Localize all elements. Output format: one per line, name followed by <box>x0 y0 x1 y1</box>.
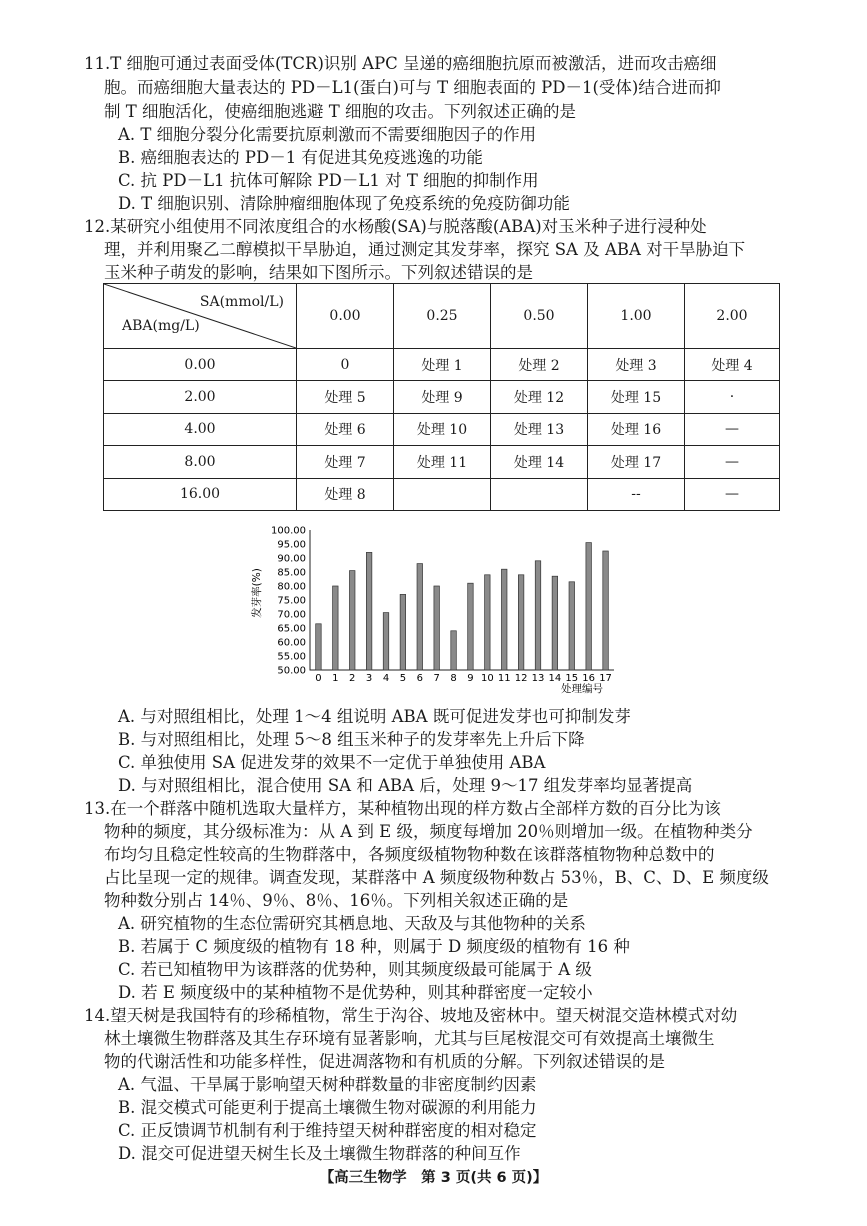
table-cell: 处理 17 <box>588 446 685 478</box>
chart-bar <box>468 583 474 670</box>
y-tick-label: 90.00 <box>277 553 306 565</box>
q14-option-c: C. 正反馈调节机制有利于维持望天树种群密度的相对稳定 <box>118 1121 537 1140</box>
chart-bar <box>434 586 440 670</box>
q12-stem-line-3: 玉米种子萌发的影响，结果如下图所示。下列叙述错误的是 <box>104 263 533 282</box>
y-tick-label: 100.00 <box>271 525 306 537</box>
x-tick-label: 16 <box>582 673 596 684</box>
x-tick-label: 3 <box>365 673 373 684</box>
q13-stem-line-4: 占比呈现一定的规律。调查发现，某群落中 A 频度级物种数占 53％，B、C、D、E 频度级 <box>104 868 769 887</box>
table-header-row <box>104 284 780 349</box>
q13-option-a: A. 研究植物的生态位需研究其栖息地、天敌及与其他物种的关系 <box>118 914 586 933</box>
q13-option-c: C. 若已知植物甲为该群落的优势种，则其频度级最可能属于 A 级 <box>118 960 592 979</box>
table-cell: 处理 16 <box>588 413 685 445</box>
table-row <box>104 381 780 413</box>
y-tick-label: 50.00 <box>277 665 306 677</box>
q12-stem-line-1: 12.某研究小组使用不同浓度组合的水杨酸(SA)与脱落酸(ABA)对玉米种子进行浸种处 <box>84 217 707 236</box>
aba-axis-label: ABA(mg/L) <box>122 318 200 334</box>
x-tick-label: 10 <box>480 673 494 684</box>
table-cell: 处理 14 <box>491 446 588 478</box>
x-tick-label: 4 <box>382 673 390 684</box>
sa-value: 0.50 <box>491 284 588 349</box>
chart-bar <box>518 575 524 670</box>
y-axis-label: 发芽率(%) <box>251 568 263 618</box>
y-tick-label: 80.00 <box>277 581 306 593</box>
y-tick-label: 60.00 <box>277 637 306 649</box>
chart-bar <box>603 551 609 670</box>
x-tick-label: 0 <box>315 673 322 684</box>
q12-stem-line-2: 理，并利用聚乙二醇模拟干旱胁迫，通过测定其发芽率，探究 SA 及 ABA 对干旱胁迫下 <box>104 240 746 259</box>
sa-value: 0.25 <box>394 284 491 349</box>
q13-option-d: D. 若 E 频度级中的某种植物不是优势种，则其种群密度一定较小 <box>118 983 593 1002</box>
table-cell: -- <box>588 478 685 510</box>
table-row <box>104 349 780 381</box>
aba-value: 2.00 <box>104 381 297 413</box>
y-tick-label: 95.00 <box>277 539 306 551</box>
table-corner-cell <box>104 284 297 349</box>
x-tick-label: 6 <box>416 673 423 684</box>
table-cell: 处理 2 <box>491 349 588 381</box>
treatment-table <box>103 283 780 511</box>
germination-bar-chart-svg <box>248 520 628 698</box>
q14-stem-line-2: 林土壤微生物群落及其生存环境有显著影响，尤其与巨尾桉混交可有效提高土壤微生 <box>104 1029 715 1048</box>
y-tick-label: 65.00 <box>277 623 306 635</box>
table-cell: — <box>685 413 780 445</box>
table-cell: 处理 4 <box>685 349 780 381</box>
x-tick-label: 2 <box>349 673 356 684</box>
table-cell: 处理 11 <box>394 446 491 478</box>
table-cell: 处理 8 <box>297 478 394 510</box>
q11-option-b: B. 癌细胞表达的 PD－1 有促进其免疫逃逸的功能 <box>118 148 483 167</box>
q11-option-a: A. T 细胞分裂分化需要抗原刺激而不需要细胞因子的作用 <box>118 125 537 144</box>
page-footer: 【高三生物学 第 3 页(共 6 页)】 <box>319 1170 548 1186</box>
q12-option-c: C. 单独使用 SA 促进发芽的效果不一定优于单独使用 ABA <box>118 753 546 772</box>
chart-bar <box>400 594 406 670</box>
chart-bar <box>316 624 322 670</box>
x-tick-label: 13 <box>531 673 545 684</box>
chart-bar <box>366 552 372 670</box>
table-cell: · <box>685 381 780 413</box>
chart-bar <box>349 571 355 670</box>
x-tick-label: 1 <box>332 673 339 684</box>
x-tick-label: 14 <box>548 673 562 684</box>
sa-axis-label: SA(mmol/L) <box>199 294 284 310</box>
table-cell: 处理 1 <box>394 349 491 381</box>
aba-value: 0.00 <box>104 349 297 381</box>
chart-bar <box>535 561 541 670</box>
table-cell: 处理 12 <box>491 381 588 413</box>
chart-bar <box>501 569 507 670</box>
table-cell: — <box>685 478 780 510</box>
chart-bar <box>552 576 558 670</box>
x-axis-label: 处理编号 <box>561 683 603 695</box>
x-tick-label: 5 <box>399 673 407 684</box>
table-row <box>104 478 780 510</box>
q14-option-a: A. 气温、干旱属于影响望天树种群数量的非密度制约因素 <box>118 1075 537 1094</box>
q11-stem-line-3: 制 T 细胞活化，使癌细胞逃避 T 细胞的攻击。下列叙述正确的是 <box>104 102 576 121</box>
chart-bar <box>417 564 423 670</box>
q13-stem-line-3: 布均匀且稳定性较高的生物群落中，各频度级植物物种数在该群落植物物种总数中的 <box>104 845 715 864</box>
y-tick-label: 85.00 <box>277 567 306 579</box>
table-cell: 处理 15 <box>588 381 685 413</box>
q14-stem-line-3: 物的代谢活性和功能多样性，促进凋落物和有机质的分解。下列叙述错误的是 <box>104 1052 665 1071</box>
table-row <box>104 446 780 478</box>
chart-bar <box>569 582 575 670</box>
table-cell: — <box>685 446 780 478</box>
chart-axes <box>310 530 614 670</box>
q13-stem-line-2: 物种的频度，其分级标准为：从 A 到 E 级，频度每增加 20％则增加一级。在植物种类分 <box>104 822 753 841</box>
table-cell: 处理 10 <box>394 413 491 445</box>
q14-stem-line-1: 14.望天树是我国特有的珍稀植物，常生于沟谷、坡地及密林中。望天树混交造林模式对幼 <box>84 1006 738 1025</box>
q12-option-b: B. 与对照组相比，处理 5～8 组玉米种子的发芽率先上升后下降 <box>118 730 585 749</box>
q11-stem-line-2: 胞。而癌细胞大量表达的 PD－L1(蛋白)可与 T 细胞表面的 PD－1(受体)结合进而抑 <box>104 78 721 97</box>
x-tick-label: 9 <box>467 673 474 684</box>
germination-bar-chart <box>248 520 628 698</box>
q13-stem-line-1: 13.在一个群落中随机选取大量样方，某种植物出现的样方数占全部样方数的百分比为该 <box>84 799 721 818</box>
table-cell: 处理 5 <box>297 381 394 413</box>
q13-stem-line-5: 物种数分别占 14％、9％、8％、16％。下列相关叙述正确的是 <box>104 891 569 910</box>
table-cell: 处理 7 <box>297 446 394 478</box>
q12-option-d: D. 与对照组相比，混合使用 SA 和 ABA 后，处理 9～17 组发芽率均显著提高 <box>118 776 693 795</box>
sa-value: 2.00 <box>685 284 780 349</box>
y-tick-label: 70.00 <box>277 609 306 621</box>
q14-option-d: D. 混交可促进望天树生长及土壤微生物群落的种间互作 <box>118 1144 521 1163</box>
x-tick-label: 15 <box>565 673 579 684</box>
x-tick-label: 7 <box>433 673 440 684</box>
table-cell: 处理 9 <box>394 381 491 413</box>
chart-bar <box>451 631 457 670</box>
aba-value: 16.00 <box>104 478 297 510</box>
q11-option-d: D. T 细胞识别、清除肿瘤细胞体现了免疫系统的免疫防御功能 <box>118 194 570 213</box>
x-tick-label: 11 <box>497 673 511 684</box>
q13-option-b: B. 若属于 C 频度级的植物有 18 种，则属于 D 频度级的植物有 16 种 <box>118 937 630 956</box>
q11-option-c: C. 抗 PD－L1 抗体可解除 PD－L1 对 T 细胞的抑制作用 <box>118 171 539 190</box>
q14-option-b: B. 混交模式可能更利于提高土壤微生物对碳源的利用能力 <box>118 1098 537 1117</box>
q11-stem-line-1: 11.T 细胞可通过表面受体(TCR)识别 APC 呈递的癌细胞抗原而被激活，进而攻击癌细 <box>84 54 717 73</box>
y-tick-label: 75.00 <box>277 595 306 607</box>
table-cell: 处理 13 <box>491 413 588 445</box>
chart-bar <box>383 613 389 670</box>
sa-value: 0.00 <box>297 284 394 349</box>
chart-bar <box>485 575 491 670</box>
chart-bar <box>333 586 339 670</box>
aba-value: 8.00 <box>104 446 297 478</box>
table-cell: 处理 6 <box>297 413 394 445</box>
table-cell: 0 <box>297 349 394 381</box>
x-tick-label: 12 <box>514 673 528 684</box>
aba-value: 4.00 <box>104 413 297 445</box>
x-tick-label: 17 <box>599 673 612 684</box>
sa-value: 1.00 <box>588 284 685 349</box>
q12-option-a: A. 与对照组相比，处理 1～4 组说明 ABA 既可促进发芽也可抑制发芽 <box>118 707 631 726</box>
table-cell <box>491 478 588 510</box>
table-cell: 处理 3 <box>588 349 685 381</box>
y-tick-label: 55.00 <box>277 651 306 663</box>
chart-bar <box>586 543 592 670</box>
table-cell <box>394 478 491 510</box>
x-tick-label: 8 <box>450 673 457 684</box>
table-row <box>104 413 780 445</box>
